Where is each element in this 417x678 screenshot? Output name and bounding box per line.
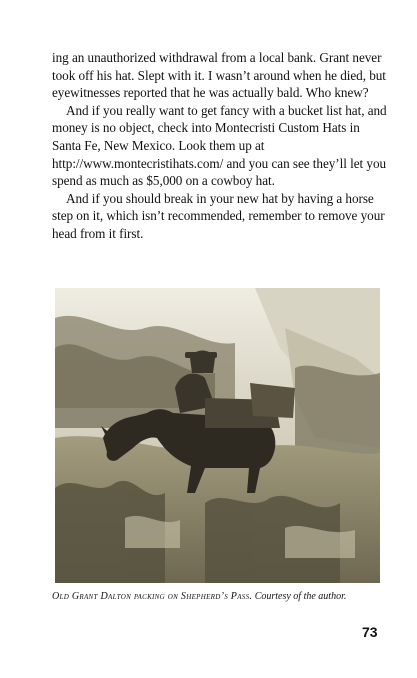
paragraph-3: And if you should break in your new hat by having a horse step on it, which isn’t recommended, remember to remove your head from it first. xyxy=(52,190,385,241)
page-number: 73 xyxy=(362,624,378,640)
historical-photo xyxy=(55,288,380,583)
caption-title: Old Grant Dalton packing on Shepherd’s Pass. xyxy=(52,591,253,602)
caption-credit: Courtesy of the author. xyxy=(254,591,347,602)
body-text xyxy=(52,49,392,243)
paragraph-1: ing an unauthorized withdrawal from a local bank. Grant never took off his hat. Slept with it. I wasn’t around when he died, but eyewitnesses reported that he was actually bald. Who knew? xyxy=(52,50,386,101)
paragraph-2: And if you really want to get fancy with a bucket list hat, and money is no object, check into Montecristi Custom Hats in Santa Fe, New Mexico. Look them up at http://www.montecristihats.com/ and you can see they’ll let you spend as much as $5,000 on a cowboy hat. xyxy=(52,102,387,189)
photo-caption xyxy=(52,590,382,603)
